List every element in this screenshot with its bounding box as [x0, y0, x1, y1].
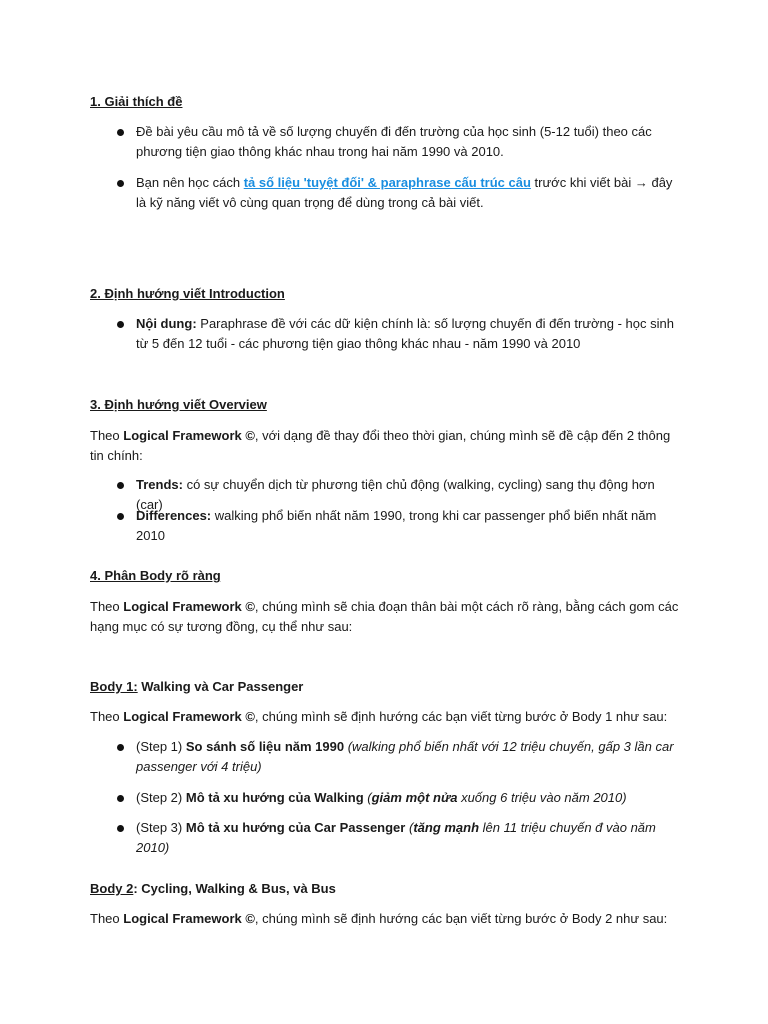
- list-item: Đề bài yêu cầu mô tả về số lượng chuyến đi đến trường của học sinh (5-12 tuổi) theo các phương tiện giao thông khác nhau trong hai năm 1990 và 2010.: [136, 124, 652, 159]
- list-item: [136, 506, 676, 546]
- bold-text: Logical Framework ©: [123, 709, 255, 724]
- bold-label: Nội dung:: [136, 316, 197, 331]
- list-item: [136, 788, 676, 808]
- italic-text: lên 11 triệu chuyến đ vào năm 2010): [136, 820, 656, 855]
- bullet-icon: [117, 321, 124, 328]
- text: , chúng mình sẽ định hướng các bạn viết từng bước ở Body 1 như sau:: [254, 709, 668, 724]
- body-title: : Cycling, Walking & Bus, và Bus: [133, 881, 336, 896]
- bold-italic-text: tăng mạnh: [413, 820, 480, 835]
- section-2-heading: 2. Định hướng viết Introduction: [90, 286, 285, 301]
- body-1-heading: [90, 677, 680, 697]
- step-number: (Step 1): [136, 739, 186, 754]
- bold-text: So sánh số liệu năm 1990: [185, 739, 345, 754]
- text: trước khi viết bài → đây là kỹ năng viết vô cùng quan trọng để dùng trong cả bài viết.: [136, 175, 673, 210]
- section-4-heading: 4. Phân Body rõ ràng: [90, 568, 221, 583]
- paragraph: [90, 707, 680, 727]
- text: có sự chuyển dịch từ phương tiện chủ động (walking, cycling) sang thụ động hơn (car): [136, 477, 655, 512]
- bullet-icon: [117, 513, 124, 520]
- italic-text: xuống 6 triệu vào năm 2010): [457, 790, 627, 805]
- list-item: [136, 818, 676, 858]
- paraphrase-guide-link[interactable]: tả số liệu 'tuyệt đối' & paraphrase cấu trúc câu: [243, 175, 531, 190]
- bold-italic-text: giảm một nửa: [371, 790, 458, 805]
- paragraph: [90, 597, 680, 637]
- bold-label: Trends:: [136, 477, 183, 492]
- step-number: (Step 2): [136, 790, 186, 805]
- text: Theo: [90, 428, 124, 443]
- body-label: Body 2: [90, 881, 134, 896]
- paragraph: [90, 909, 680, 929]
- text: , chúng mình sẽ định hướng các bạn viết từng bước ở Body 2 như sau:: [254, 911, 668, 926]
- text: , chúng mình sẽ chia đoạn thân bài một cách rõ ràng, bằng cách gom các hạng mục có sự tương đồng, cụ thể như sau:: [90, 599, 679, 634]
- italic-text: (: [363, 790, 372, 805]
- bold-text: Logical Framework ©: [123, 599, 255, 614]
- body-label: Body 1:: [90, 679, 138, 694]
- list-item: [136, 737, 676, 777]
- bold-text: Logical Framework ©: [123, 428, 255, 443]
- bold-text: Mô tả xu hướng của Car Passenger: [185, 820, 406, 835]
- text: Theo: [90, 911, 124, 926]
- bullet-icon: [117, 795, 124, 802]
- section-1-heading: 1. Giải thích đề: [90, 94, 183, 109]
- bullet-icon: [117, 744, 124, 751]
- bullet-icon: [117, 129, 124, 136]
- section-3-heading: 3. Định hướng viết Overview: [90, 397, 267, 412]
- bullet-icon: [117, 180, 124, 187]
- bullet-icon: [117, 825, 124, 832]
- bold-text: Mô tả xu hướng của Walking: [185, 790, 364, 805]
- step-number: (Step 3): [136, 820, 186, 835]
- bold-label: Differences:: [136, 508, 212, 523]
- bold-text: Logical Framework ©: [123, 911, 255, 926]
- text: Bạn nên học cách: [136, 175, 244, 190]
- text: Theo: [90, 599, 124, 614]
- text: , với dạng đề thay đổi theo thời gian, chúng mình sẽ đề cập đến 2 thông tin chính:: [90, 428, 671, 463]
- bullet-icon: [117, 482, 124, 489]
- text: Theo: [90, 709, 124, 724]
- body-title: Walking và Car Passenger: [137, 679, 304, 694]
- paragraph: [90, 426, 680, 466]
- italic-text: (walking phổ biến nhất với 12 triệu chuyến, gấp 3 lần car passenger với 4 triệu): [136, 739, 674, 774]
- text: walking phổ biến nhất năm 1990, trong khi car passenger phổ biến nhất năm 2010: [136, 508, 657, 543]
- list-item: [136, 173, 676, 213]
- list-item: [136, 314, 676, 354]
- body-2-heading: [90, 879, 680, 899]
- italic-text: (: [405, 820, 414, 835]
- text: Paraphrase đề với các dữ kiện chính là: số lượng chuyến đi đến trường - học sinh từ 5 đến 12 tuổi - các phương tiện giao thông khác nhau - năm 1990 và 2010: [136, 316, 674, 351]
